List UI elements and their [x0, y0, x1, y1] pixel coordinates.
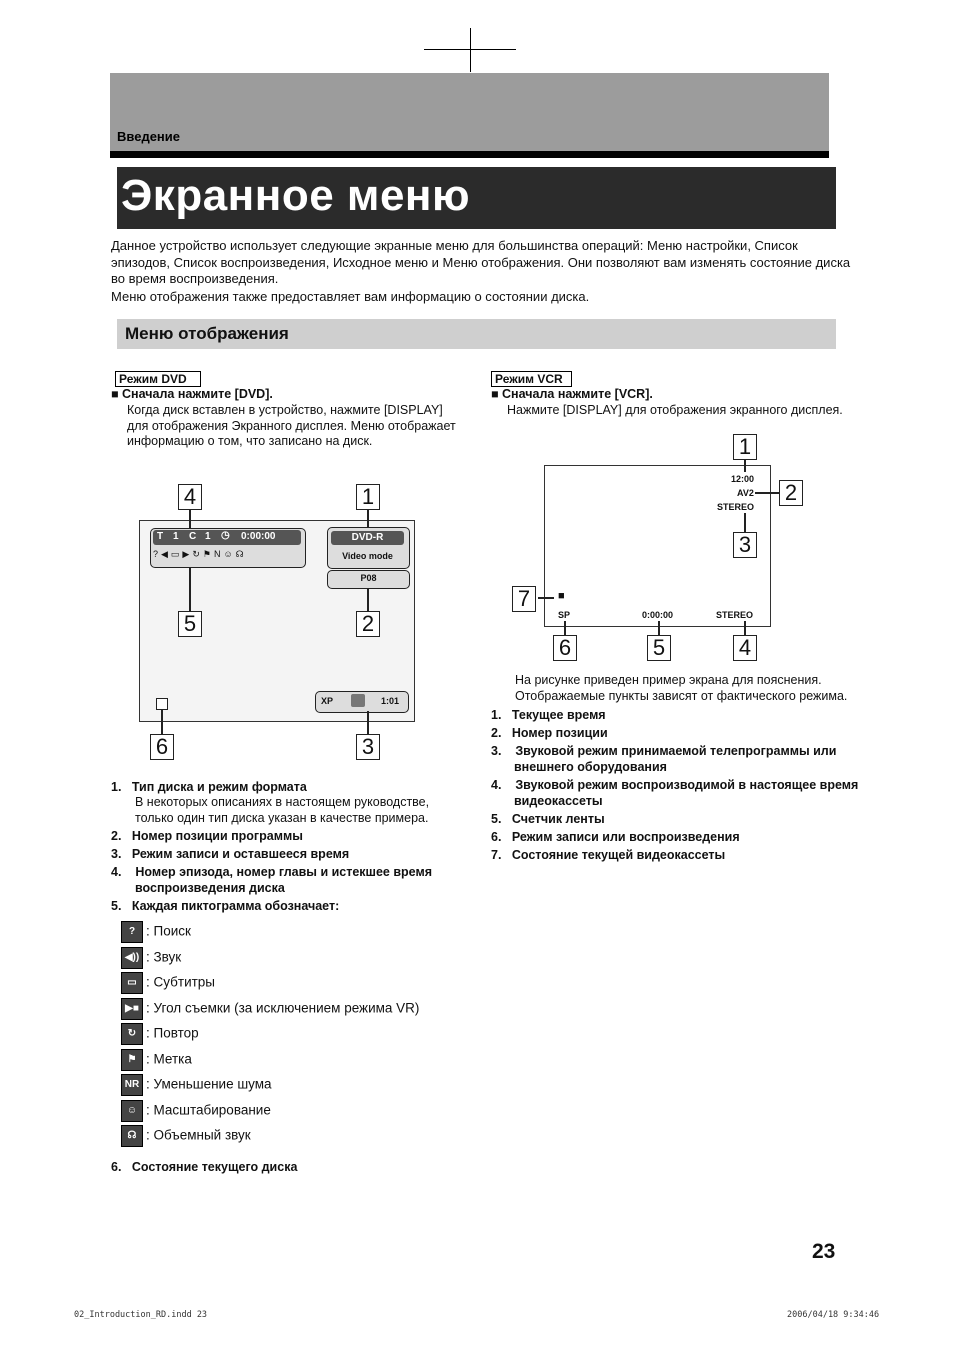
zoom-icon: ☺	[121, 1100, 143, 1122]
legend-row: ↻ : Повтор	[121, 1023, 481, 1049]
callout-5: 5	[178, 611, 202, 637]
header-band	[110, 73, 829, 153]
vcr-mode-label: Режим VCR	[491, 371, 572, 387]
list-item: 5. Каждая пиктограмма обозначает:	[111, 899, 340, 913]
callout-line	[744, 460, 746, 472]
footer-file: 02_Introduction_RD.indd 23	[74, 1310, 208, 1320]
osd-program-number: P08	[360, 573, 377, 583]
intro-paragraph-2: Меню отображения также предоставляет вам информацию о состоянии диска.	[111, 288, 590, 304]
search-icon: ?	[121, 921, 143, 943]
list-item: 1. Тип диска и режим формата	[111, 780, 307, 794]
callout-3: 3	[733, 532, 757, 558]
list-item: 4. Номер эпизода, номер главы и истекшее время воспроизведения диска	[111, 865, 433, 895]
marker-icon: ⚑	[121, 1049, 143, 1071]
page-number: 23	[812, 1240, 836, 1263]
vcr-osd-counter: 0:00:00	[642, 610, 674, 620]
vcr-osd-clock: 12:00	[731, 474, 755, 484]
legend-row: ▶■ : Угол съемки (за исключением режима VR)	[121, 998, 481, 1024]
legend-row: ⚑ : Метка	[121, 1049, 481, 1075]
callout-2: 2	[356, 611, 380, 637]
osd-elapsed-time: 0:00:00	[241, 531, 276, 542]
callout-line	[161, 710, 163, 734]
clock-icon: ◷	[221, 530, 230, 541]
callout-line	[755, 492, 779, 494]
vcr-description: Нажмите [DISPLAY] для отображения экранного дисплея.	[507, 403, 843, 417]
vcr-osd-speed: SP	[558, 610, 571, 620]
callout-line	[564, 621, 566, 635]
osd-title-number: 1	[173, 531, 179, 542]
intro-text	[111, 238, 856, 306]
intro-paragraph-1: Данное устройство использует следующие экранные меню для большинства операций: Меню настройки, Список эпизодов, Список воспроизведения, Исходное меню и Меню отображения. Они позволяют вам изменять состояние диска во время воспроизведения.	[111, 238, 851, 286]
camera-angle-icon: ▶■	[121, 998, 143, 1020]
vcr-osd-tape-state: ■	[558, 590, 565, 602]
dvd-osd-icon-row	[153, 549, 303, 564]
callout-line	[658, 621, 660, 635]
dvd-description: Когда диск вставлен в устройство, нажмите [DISPLAY] для отображения Экранного дисплея. Меню отображает информацию о том, что записано на диск.	[127, 403, 456, 448]
dvd-item-list	[111, 779, 471, 914]
list-item: 5. Счетчик ленты	[491, 812, 605, 826]
callout-line	[189, 510, 191, 528]
callout-1: 1	[733, 434, 757, 460]
callout-2: 2	[779, 480, 803, 506]
list-item: 6. Режим записи или воспроизведения	[491, 830, 740, 844]
audio-icon: ◀))	[121, 947, 143, 969]
osd-icon-strip: ?◀▭▶↻⚑N☺☊	[153, 549, 247, 559]
legend-row: ▭ : Субтитры	[121, 972, 481, 998]
legend-row: ? : Поиск	[121, 921, 481, 947]
list-item: 2. Номер позиции программы	[111, 829, 303, 843]
surround-icon: ☊	[121, 1125, 143, 1147]
title-icon: T	[157, 531, 164, 542]
callout-line	[744, 513, 746, 532]
crop-mark-horizontal	[424, 49, 516, 50]
callout-5: 5	[647, 635, 671, 661]
disc-icon	[351, 694, 365, 707]
list-item: 6. Состояние текущего диска	[111, 1160, 298, 1174]
dvd-step: ■ Сначала нажмите [DVD].	[111, 387, 273, 401]
callout-4: 4	[733, 635, 757, 661]
repeat-icon: ↻	[121, 1023, 143, 1045]
osd-disc-type: DVD-R	[331, 531, 404, 545]
vcr-note: На рисунке приведен пример экрана для пояснения. Отображаемые пункты зависят от фактического режима.	[515, 673, 848, 703]
header-rule	[110, 151, 829, 158]
osd-rec-mode: XP	[321, 696, 334, 706]
callout-1: 1	[356, 484, 380, 510]
chapter-icon: C	[189, 531, 197, 542]
legend-row: NR : Уменьшение шума	[121, 1074, 481, 1100]
subsection-title: Меню отображения	[125, 324, 289, 343]
osd-format-mode: Video mode	[342, 551, 393, 561]
list-item: 7. Состояние текущей видеокассеты	[491, 848, 726, 862]
list-item: 1. Текущее время	[491, 708, 606, 722]
crop-mark-vertical	[470, 28, 471, 72]
vcr-osd-position: AV2	[737, 488, 754, 498]
vcr-item-list	[491, 707, 881, 865]
section-label: Введение	[117, 129, 180, 144]
dvd-osd-title-row	[153, 530, 301, 545]
subtitle-icon: ▭	[121, 972, 143, 994]
callout-3: 3	[356, 734, 380, 760]
callout-line	[744, 621, 746, 635]
callout-line	[538, 597, 554, 599]
page-title: Экранное меню	[121, 171, 471, 220]
list-item: 3. Режим записи и оставшееся время	[111, 847, 350, 861]
dvd-mode-label: Режим DVD	[115, 371, 201, 387]
legend-row: ☺ : Масштабирование	[121, 1100, 481, 1126]
callout-6: 6	[553, 635, 577, 661]
callout-4: 4	[178, 484, 202, 510]
list-item-note: В некоторых описаниях в настоящем руководстве, только один тип диска указан в качестве примера.	[135, 795, 430, 825]
vcr-osd-audio-tape: STEREO	[716, 610, 754, 620]
disc-state-icon	[156, 698, 168, 710]
callout-line	[189, 567, 191, 611]
callout-line	[367, 510, 369, 527]
list-item: 2. Номер позиции	[491, 726, 608, 740]
callout-6: 6	[150, 734, 174, 760]
legend-row: ☊ : Объемный звук	[121, 1125, 481, 1151]
list-item: 4. Звуковой режим воспроизводимой в настоящее время видеокассеты	[491, 778, 859, 808]
footer-timestamp: 2006/04/18 9:34:46	[787, 1310, 880, 1320]
list-item: 3. Звуковой режим принимаемой телепрограммы или внешнего оборудования	[491, 744, 837, 774]
osd-chapter-number: 1	[205, 531, 211, 542]
callout-7: 7	[512, 586, 536, 612]
icon-legend	[121, 921, 481, 1151]
legend-row: ◀)) : Звук	[121, 947, 481, 973]
noise-reduction-icon: NR	[121, 1074, 143, 1096]
callout-line	[367, 588, 369, 611]
callout-line	[367, 711, 369, 734]
vcr-osd-audio-in: STEREO	[717, 502, 755, 512]
osd-remaining-time: 1:01	[381, 696, 400, 706]
vcr-step: ■ Сначала нажмите [VCR].	[491, 387, 653, 401]
